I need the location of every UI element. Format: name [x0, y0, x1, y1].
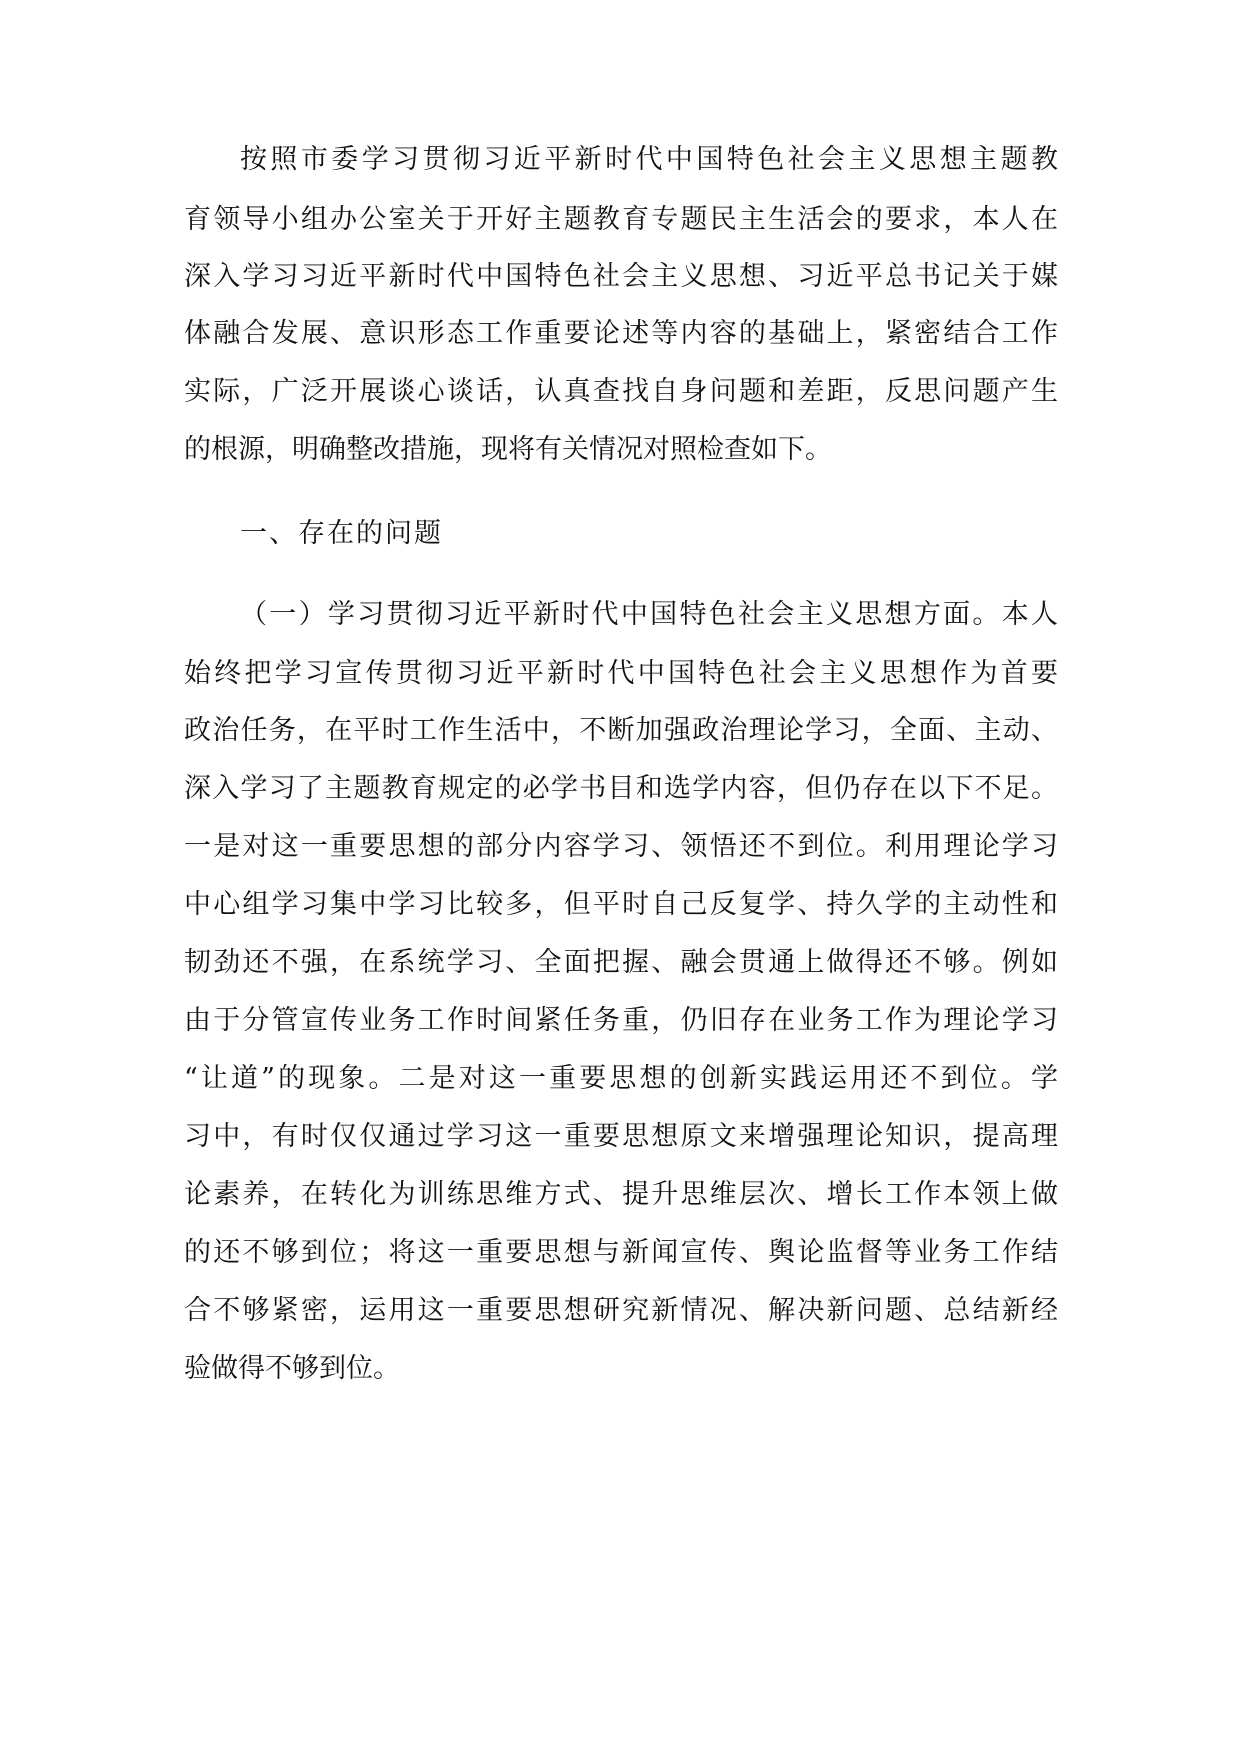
subsection-line-14: 验做得不够到位。 [184, 1353, 400, 1384]
subsection-line-6: 中心组学习集中学习比较多，但平时自己反复学、持久学的主动性和 [184, 889, 1058, 920]
subsection-line-10: 习中，有时仅仅通过学习这一重要思想原文来增强理论知识，提高理 [184, 1121, 1058, 1152]
intro-line-5: 实际，广泛开展谈心谈话，认真查找自身问题和差距，反思问题产生 [184, 376, 1058, 407]
subsection-line-8: 由于分管宣传业务工作时间紧任务重，仍旧存在业务工作为理论学习 [184, 1005, 1058, 1036]
subsection-line-2: 始终把学习宣传贯彻习近平新时代中国特色社会主义思想作为首要 [184, 658, 1058, 689]
subsection-line-7: 韧劲还不强，在系统学习、全面把握、融会贯通上做得还不够。例如 [184, 947, 1058, 978]
intro-line-1: 按照市委学习贯彻习近平新时代中国特色社会主义思想主题教 [240, 144, 1058, 175]
intro-line-2: 育领导小组办公室关于开好主题教育专题民主生活会的要求，本人在 [184, 204, 1058, 235]
subsection-line-4: 深入学习了主题教育规定的必学书目和选学内容，但仍存在以下不足。 [184, 773, 1058, 804]
subsection-line-13: 合不够紧密，运用这一重要思想研究新情况、解决新问题、总结新经 [184, 1295, 1058, 1326]
subsection-line-1: （一）学习贯彻习近平新时代中国特色社会主义思想方面。本人 [240, 599, 1058, 630]
subsection-line-12: 的还不够到位；将这一重要思想与新闻宣传、舆论监督等业务工作结 [184, 1237, 1058, 1268]
subsection-line-5: 一是对这一重要思想的部分内容学习、领悟还不到位。利用理论学习 [184, 831, 1058, 862]
intro-line-3: 深入学习习近平新时代中国特色社会主义思想、习近平总书记关于媒 [184, 261, 1058, 292]
section-heading: 一、存在的问题 [240, 518, 443, 549]
subsection-line-11: 论素养，在转化为训练思维方式、提升思维层次、增长工作本领上做 [184, 1179, 1058, 1210]
intro-line-4: 体融合发展、意识形态工作重要论述等内容的基础上，紧密结合工作 [184, 318, 1058, 349]
subsection-line-9: “让道”的现象。二是对这一重要思想的创新实践运用还不到位。学 [184, 1063, 1058, 1094]
subsection-line-3: 政治任务，在平时工作生活中，不断加强政治理论学习，全面、主动、 [184, 715, 1058, 746]
intro-line-6: 的根源，明确整改措施，现将有关情况对照检查如下。 [184, 434, 832, 465]
